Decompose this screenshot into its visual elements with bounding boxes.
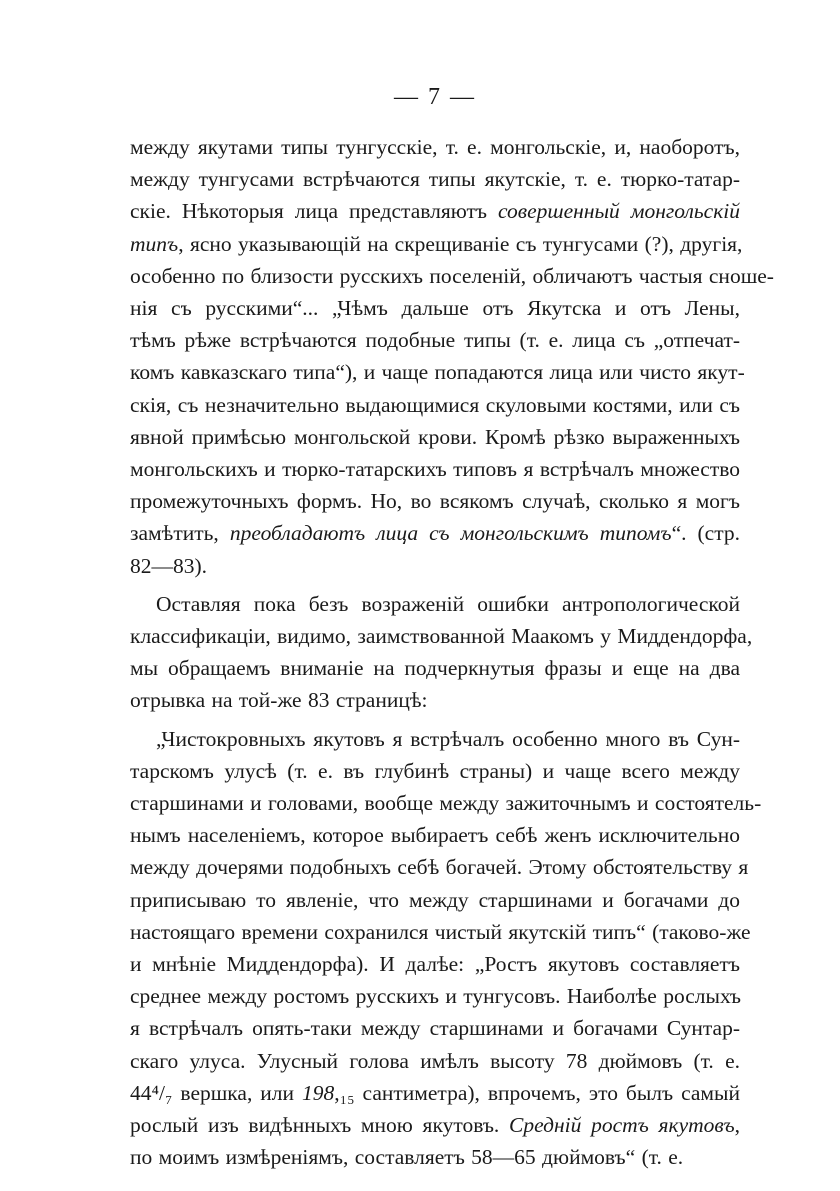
- text-line: мы обращаемъ вниманіе на подчеркнутыя фразы и еще на два: [130, 656, 740, 681]
- text-line: среднее между ростомъ русскихъ и тунгусовъ. Наиболѣе рослыхъ: [130, 984, 742, 1009]
- emphasized-text: Средній ростъ якутовъ: [509, 1113, 735, 1138]
- text-line: нымъ населеніемъ, которое выбираетъ себѣ женъ исключительно: [130, 823, 740, 848]
- text-line: тарскомъ улусѣ (т. е. въ глубинѣ страны) и чаще всего между: [130, 758, 740, 783]
- text-line: между тунгусами встрѣчаются типы якутскіе, т. е. тюрко-татар-: [130, 167, 740, 192]
- text-line: я встрѣчалъ опять-таки между старшинами и богачами Сунтар-: [130, 1016, 740, 1041]
- paragraph: [130, 131, 774, 582]
- text-line: особенно по близости русскихъ поселеній, обличаютъ частыя сноше-: [130, 263, 774, 288]
- emphasized-text: совершенный монгольскій: [498, 199, 740, 224]
- text-line: скія, съ незначительно выдающимися скуловыми костями, или съ: [130, 392, 740, 417]
- text-body: [130, 131, 774, 1174]
- text-line: скіе. Нѣкоторыя лица представляютъ совершенный монгольскій: [130, 199, 740, 224]
- emphasized-text: 198: [301, 1080, 335, 1105]
- text-line: Оставляя пока безъ возраженій ошибки антропологической: [156, 591, 740, 616]
- text-line: промежуточныхъ формъ. Но, во всякомъ случаѣ, сколько я могъ: [130, 489, 740, 514]
- text-line: „Чистокровныхъ якутовъ я встрѣчалъ особенно много въ Сун-: [156, 726, 740, 751]
- paragraph: [130, 588, 753, 717]
- text-line: старшинами и головами, вообще между зажиточнымъ и состоятель-: [130, 791, 762, 816]
- text-line: по моимъ измѣреніямъ, составляетъ 58—65 дюймовъ“ (т. е.: [130, 1145, 684, 1170]
- emphasized-text: типъ: [130, 231, 179, 256]
- text-line: отрывка на той-же 83 страницѣ:: [130, 688, 428, 713]
- text-line: настоящаго времени сохранился чистый якутскій типъ“ (таково-же: [130, 919, 751, 944]
- text-line: комъ кавказскаго типа“), и чаще попадаются лица или чисто якут-: [130, 360, 745, 385]
- text-line: классификаціи, видимо, заимствованной Маакомъ у Миддендорфа,: [130, 624, 753, 649]
- text-line: 44⁴/₇ вершка, или 198,₁₅ сантиметра), впрочемъ, это былъ самый: [130, 1080, 740, 1105]
- text-line: между дочерями подобныхъ себѣ богачей. Этому обстоятельству я: [130, 855, 749, 880]
- text-line: явной примѣсью монгольской крови. Кромѣ рѣзко выраженныхъ: [130, 424, 740, 449]
- emphasized-text: преобладаютъ лица съ монгольскимъ типомъ: [229, 521, 672, 546]
- text-line: монгольскихъ и тюрко-татарскихъ типовъ я встрѣчалъ множество: [130, 457, 740, 482]
- text-line: 82—83).: [130, 553, 208, 578]
- page-number: — 7 —: [394, 84, 476, 110]
- text-line: скаго улуса. Улусный голова имѣлъ высоту 78 дюймовъ (т. е.: [130, 1048, 740, 1073]
- text-line: приписываю то явленіе, что между старшинами и богачами до: [130, 887, 740, 912]
- text-line: замѣтить, преобладаютъ лица съ монгольскимъ типомъ“. (стр.: [130, 521, 741, 546]
- text-line: нія съ русскими“... „Чѣмъ дальше отъ Якутска и отъ Лены,: [130, 296, 740, 321]
- paragraph: [130, 723, 762, 1174]
- text-line: между якутами типы тунгусскіе, т. е. монгольскіе, и, наоборотъ,: [130, 135, 740, 159]
- text-line: и мнѣніе Миддендорфа). И далѣе: „Ростъ якутовъ составляетъ: [130, 952, 740, 977]
- text-line: типъ, ясно указывающій на скрещиваніе съ тунгусами (?), другія,: [130, 231, 743, 256]
- text-line: тѣмъ рѣже встрѣчаются подобные типы (т. е. лица съ „отпечат-: [130, 328, 740, 353]
- text-line: рослый изъ видѣнныхъ мною якутовъ. Средній ростъ якутовъ,: [130, 1113, 741, 1138]
